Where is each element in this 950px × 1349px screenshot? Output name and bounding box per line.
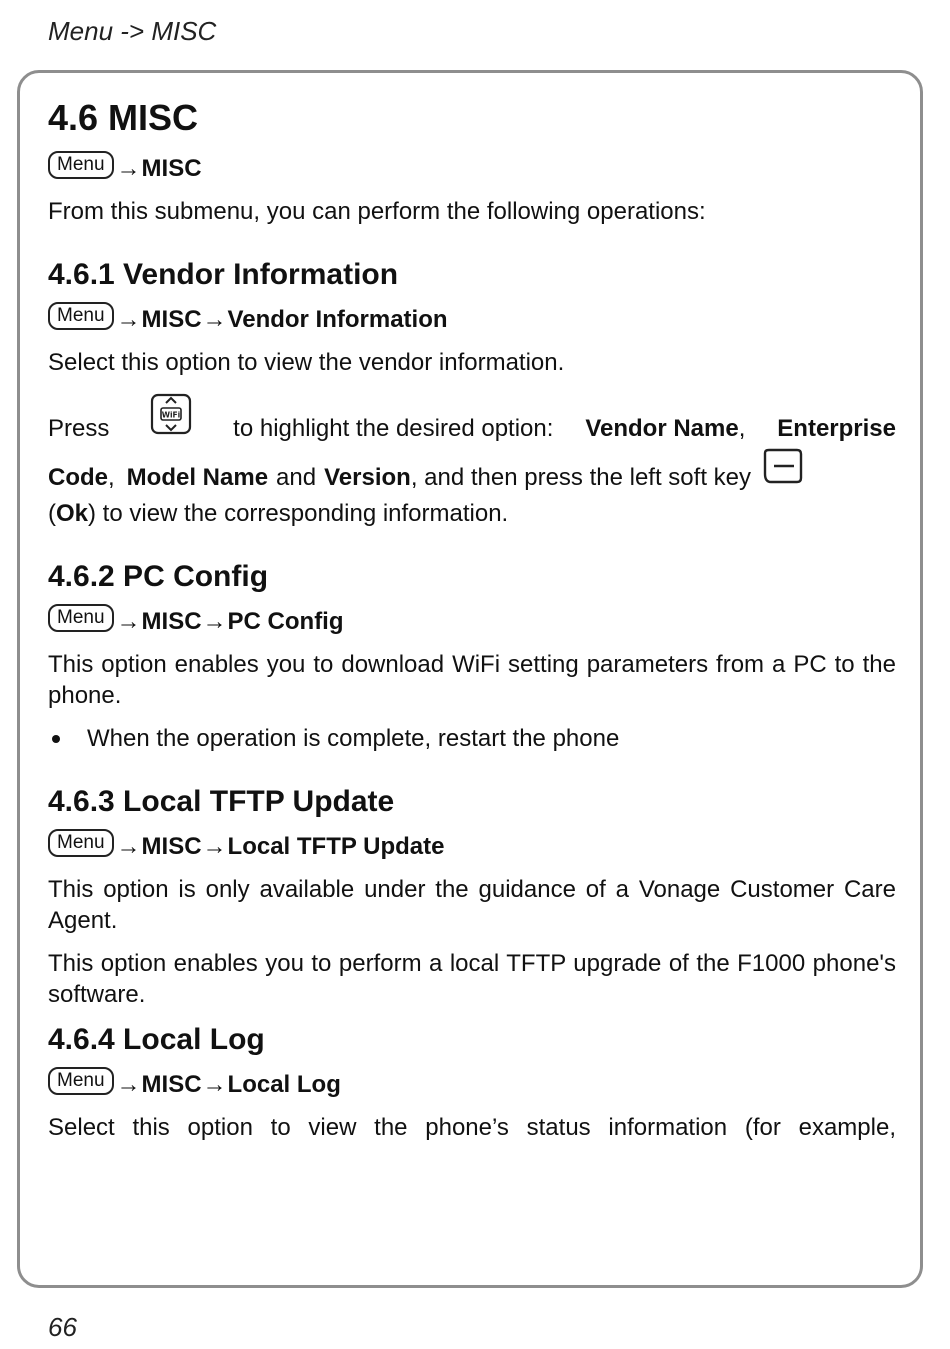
option-model-name: Model Name xyxy=(126,464,269,491)
arrow-icon: → xyxy=(202,833,227,860)
path-step: MISC xyxy=(141,608,202,635)
menu-key-icon: Menu xyxy=(48,604,114,632)
vendor-options-line: Code, Model Name and Version , and then press the left soft key xyxy=(48,462,896,506)
section-title-pc-config: 4.6.2 PC Config xyxy=(48,560,269,593)
arrow-icon: → xyxy=(116,306,141,333)
vendor-desc: Select this option to view the vendor information. xyxy=(48,349,565,376)
path-step: MISC xyxy=(141,1071,202,1098)
page-number: 66 xyxy=(48,1312,77,1342)
section-title-misc: 4.6 MISC xyxy=(48,97,199,138)
list-item: When the operation is complete, restart the phone xyxy=(48,723,896,754)
arrow-icon: → xyxy=(202,608,227,635)
misc-intro: From this submenu, you can perform the following operations: xyxy=(48,198,706,225)
arrow-icon: → xyxy=(116,608,141,635)
menu-key-icon: Menu xyxy=(48,1067,114,1095)
option-version: Version xyxy=(324,464,411,491)
path-step: Local TFTP Update xyxy=(227,833,445,860)
ok-label: Ok xyxy=(56,500,89,527)
option-vendor-name: Vendor Name xyxy=(585,415,739,442)
running-head-breadcrumb: Menu -> MISC xyxy=(48,16,217,46)
path-step: Vendor Information xyxy=(227,306,448,333)
pc-config-bullets xyxy=(48,723,896,754)
arrow-icon: → xyxy=(116,833,141,860)
menu-key-icon: Menu xyxy=(48,829,114,857)
pc-config-desc: This option enables you to download WiFi setting parameters from a PC to the phone. xyxy=(48,651,896,709)
menu-key-icon: Menu xyxy=(48,151,114,179)
navigation-key-icon xyxy=(149,392,193,444)
page-content xyxy=(48,96,896,1155)
left-soft-key-icon xyxy=(761,448,803,492)
arrow-icon: → xyxy=(116,155,141,182)
vendor-press-line: Press WiFi to highlight the desired option: Vendor Name, Enterprise xyxy=(48,400,896,444)
menu-key-icon: Menu xyxy=(48,302,114,330)
highlight-text: to highlight the desired option: xyxy=(233,415,554,442)
path-step: PC Config xyxy=(227,608,344,635)
section-title-tftp: 4.6.3 Local TFTP Update xyxy=(48,785,395,818)
arrow-icon: → xyxy=(202,306,227,333)
menu-path-tftp xyxy=(48,830,896,864)
then-text: , and then press the left soft key xyxy=(410,464,752,491)
section-title-vendor: 4.6.1 Vendor Information xyxy=(48,258,399,291)
tftp-desc-2: This option enables you to perform a local TFTP upgrade of the F1000 phone's software. xyxy=(48,950,896,1008)
menu-path-misc xyxy=(48,152,896,186)
option-code: Code xyxy=(48,464,108,491)
path-step: MISC xyxy=(141,306,202,333)
section-title-log: 4.6.4 Local Log xyxy=(48,1023,265,1056)
option-enterprise: Enterprise xyxy=(777,415,896,442)
svg-text:WiFi: WiFi xyxy=(161,410,181,420)
path-step: MISC xyxy=(141,155,202,182)
menu-path-pc-config xyxy=(48,605,896,639)
menu-path-log xyxy=(48,1068,896,1102)
log-desc: Select this option to view the phone’s status information (for example, xyxy=(48,1114,896,1141)
ok-line: (Ok) to view the corresponding information. xyxy=(48,500,509,527)
menu-path-vendor xyxy=(48,303,896,337)
press-word: Press xyxy=(48,415,110,442)
arrow-icon: → xyxy=(116,1071,141,1098)
tftp-desc-1: This option is only available under the guidance of a Vonage Customer Care Agent. xyxy=(48,876,896,934)
arrow-icon: → xyxy=(202,1071,227,1098)
path-step: Local Log xyxy=(227,1071,341,1098)
path-step: MISC xyxy=(141,833,202,860)
